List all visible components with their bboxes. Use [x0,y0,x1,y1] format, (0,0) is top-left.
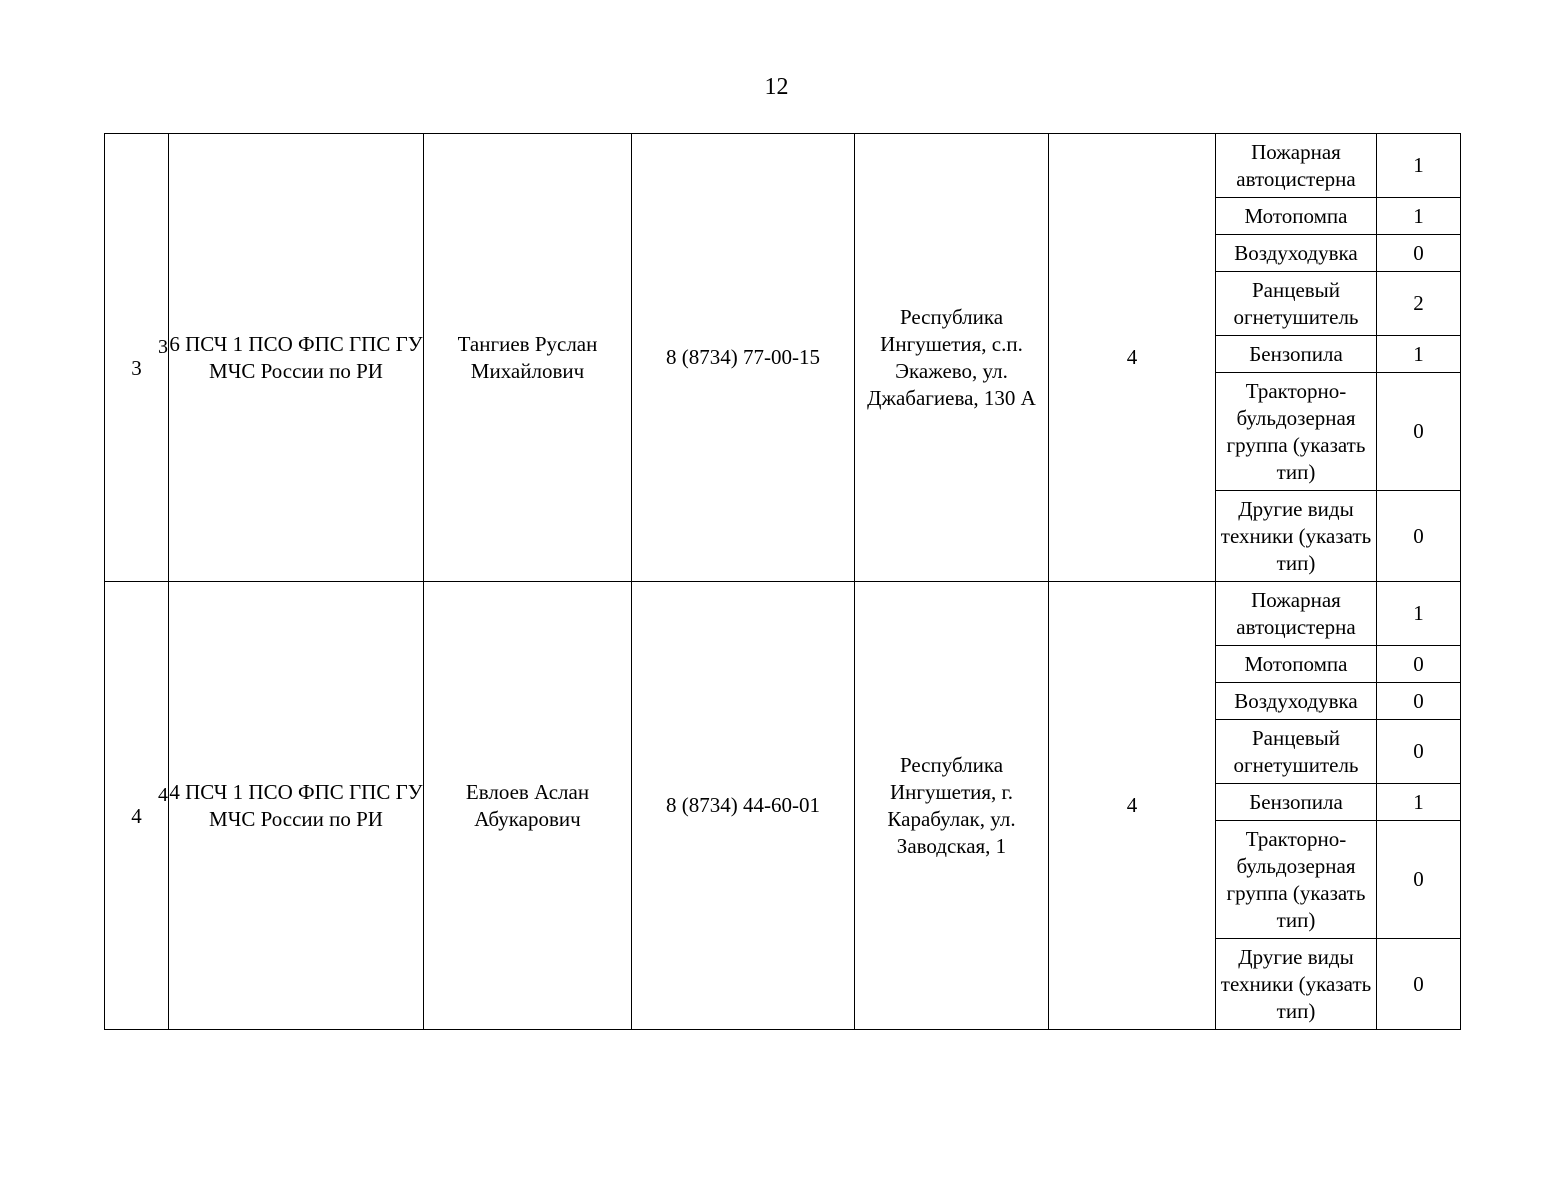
equipment-value: 0 [1377,939,1461,1030]
equipment-name: Бензопила [1216,336,1377,373]
equipment-name: Мотопомпа [1216,198,1377,235]
row-number: 4 [131,804,142,828]
equipment-name: Воздуходувка [1216,683,1377,720]
person-name: Тангиев Руслан Михайлович [424,134,632,582]
equipment-value: 1 [1377,784,1461,821]
equipment-value: 0 [1377,235,1461,272]
table-row [105,134,1461,198]
row-subnumber: 3 [158,335,168,358]
equipment-value: 1 [1377,582,1461,646]
page-number: 12 [764,74,789,100]
personnel-count: 4 [1049,582,1216,1030]
row-number: 3 [131,356,142,380]
equipment-value: 1 [1377,198,1461,235]
equipment-value: 1 [1377,336,1461,373]
equipment-name: Тракторно-бульдозерная группа (указать тип) [1216,373,1377,491]
address: Республика Ингушетия, г. Карабулак, ул. Заводская, 1 [855,582,1049,1030]
row-subnumber: 4 [158,783,168,806]
unit-name: 6 ПСЧ 1 ПСО ФПС ГПС ГУ МЧС России по РИ [169,134,424,582]
address: Республика Ингушетия, с.п. Экажево, ул. Джабагиева, 130 А [855,134,1049,582]
equipment-name: Другие виды техники (указать тип) [1216,939,1377,1030]
equipment-name: Пожарная автоцистерна [1216,582,1377,646]
equipment-name: Ранцевый огнетушитель [1216,720,1377,784]
equipment-value: 0 [1377,720,1461,784]
row-number-cell [105,582,169,1030]
unit-name: 4 ПСЧ 1 ПСО ФПС ГПС ГУ МЧС России по РИ [169,582,424,1030]
equipment-value: 0 [1377,491,1461,582]
table-row [105,582,1461,646]
equipment-name: Ранцевый огнетушитель [1216,272,1377,336]
equipment-value: 2 [1377,272,1461,336]
resources-table [104,133,1461,1030]
equipment-value: 0 [1377,646,1461,683]
equipment-value: 0 [1377,373,1461,491]
equipment-value: 1 [1377,134,1461,198]
equipment-name: Бензопила [1216,784,1377,821]
phone-number: 8 (8734) 44-60-01 [632,582,855,1030]
equipment-value: 0 [1377,821,1461,939]
person-name: Евлоев Аслан Абукарович [424,582,632,1030]
row-number-cell [105,134,169,582]
equipment-name: Другие виды техники (указать тип) [1216,491,1377,582]
equipment-name: Воздуходувка [1216,235,1377,272]
equipment-name: Пожарная автоцистерна [1216,134,1377,198]
equipment-value: 0 [1377,683,1461,720]
equipment-name: Мотопомпа [1216,646,1377,683]
personnel-count: 4 [1049,134,1216,582]
equipment-name: Тракторно-бульдозерная группа (указать тип) [1216,821,1377,939]
phone-number: 8 (8734) 77-00-15 [632,134,855,582]
